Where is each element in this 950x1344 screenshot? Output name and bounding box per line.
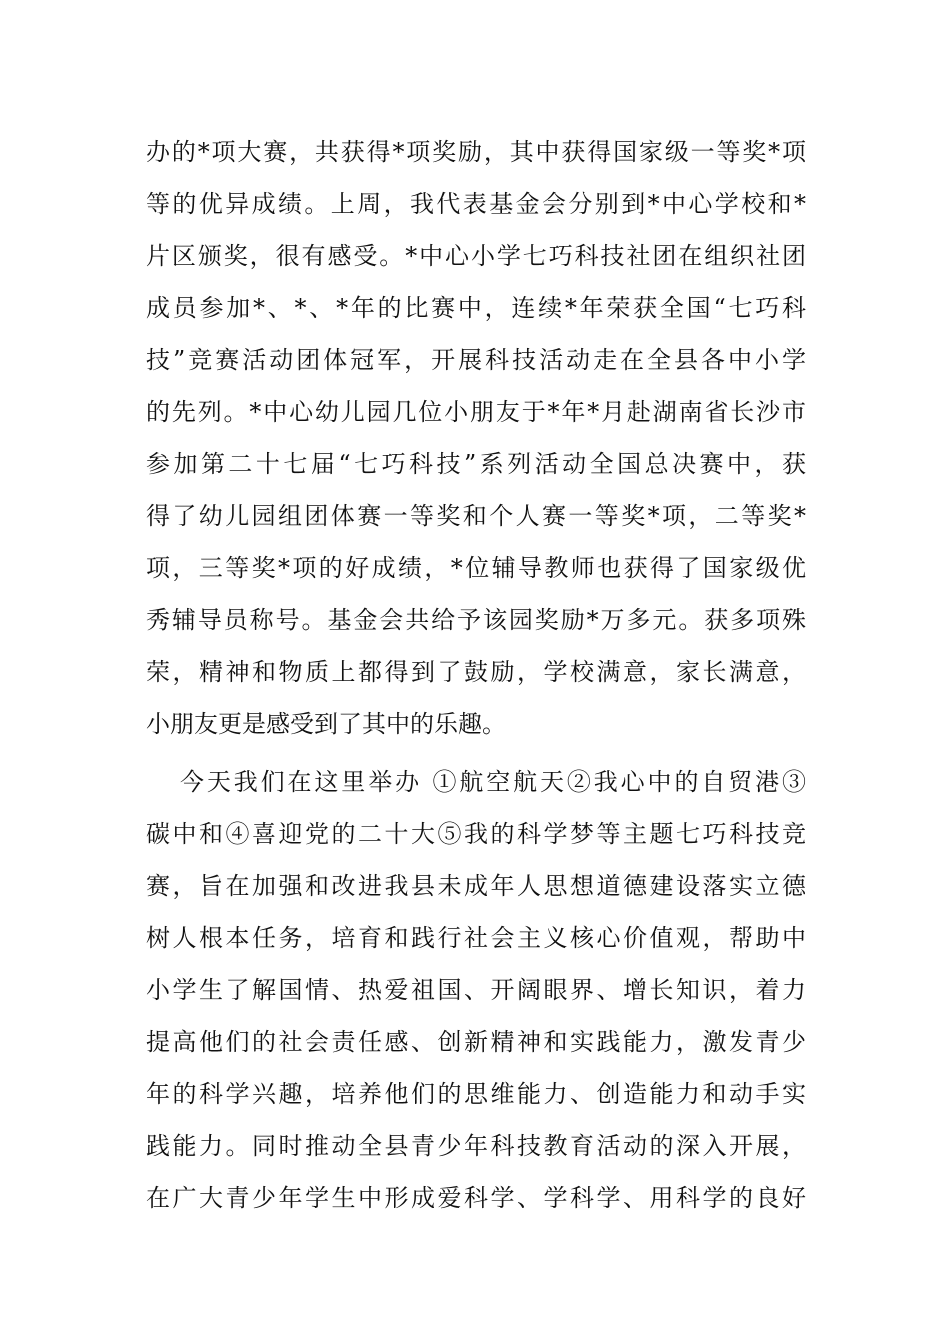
text-line: 小学生了解国情、热爱祖国、开阔眼界、增长知识，着力	[146, 976, 806, 1004]
text-line: 项，三等奖*项的好成绩，*位辅导教师也获得了国家级优	[146, 554, 806, 582]
text-line: 等的优异成绩。上周，我代表基金会分别到*中心学校和*	[146, 190, 806, 218]
text-line: 片区颁奖，很有感受。*中心小学七巧科技社团在组织社团	[146, 242, 806, 270]
text-line: 得了幼儿园组团体赛一等奖和个人赛一等奖*项，二等奖*	[146, 502, 806, 530]
text-line: 提高他们的社会责任感、创新精神和实践能力，激发青少	[146, 1028, 806, 1056]
text-line: 年的科学兴趣，培养他们的思维能力、创造能力和动手实	[146, 1080, 806, 1108]
text-line: 秀辅导员称号。基金会共给予该园奖励*万多元。获多项殊	[146, 606, 806, 634]
text-line: 小朋友更是感受到了其中的乐趣。	[146, 710, 506, 738]
text-line: 在广大青少年学生中形成爱科学、学科学、用科学的良好	[146, 1184, 806, 1212]
text-line: 参加第二十七届“七巧科技”系列活动全国总决赛中，获	[146, 450, 806, 478]
text-line: 办的*项大赛，共获得*项奖励，其中获得国家级一等奖*项	[146, 138, 806, 166]
text-line: 碳中和④喜迎党的二十大⑤我的科学梦等主题七巧科技竞	[146, 820, 806, 848]
text-line: 的先列。*中心幼儿园几位小朋友于*年*月赴湖南省长沙市	[146, 398, 806, 426]
text-line: 荣，精神和物质上都得到了鼓励，学校满意，家长满意，	[146, 658, 806, 686]
text-line: 成员参加*、*、*年的比赛中，连续*年荣获全国“七巧科	[146, 294, 806, 322]
text-line: 践能力。同时推动全县青少年科技教育活动的深入开展，	[146, 1132, 806, 1160]
text-line: 技”竞赛活动团体冠军，开展科技活动走在全县各中小学	[146, 346, 806, 374]
text-line: 树人根本任务，培育和践行社会主义核心价值观，帮助中	[146, 924, 806, 952]
text-line: 今天我们在这里举办 ①航空航天②我心中的自贸港③	[180, 768, 806, 796]
text-line: 赛，旨在加强和改进我县未成年人思想道德建设落实立德	[146, 872, 806, 900]
